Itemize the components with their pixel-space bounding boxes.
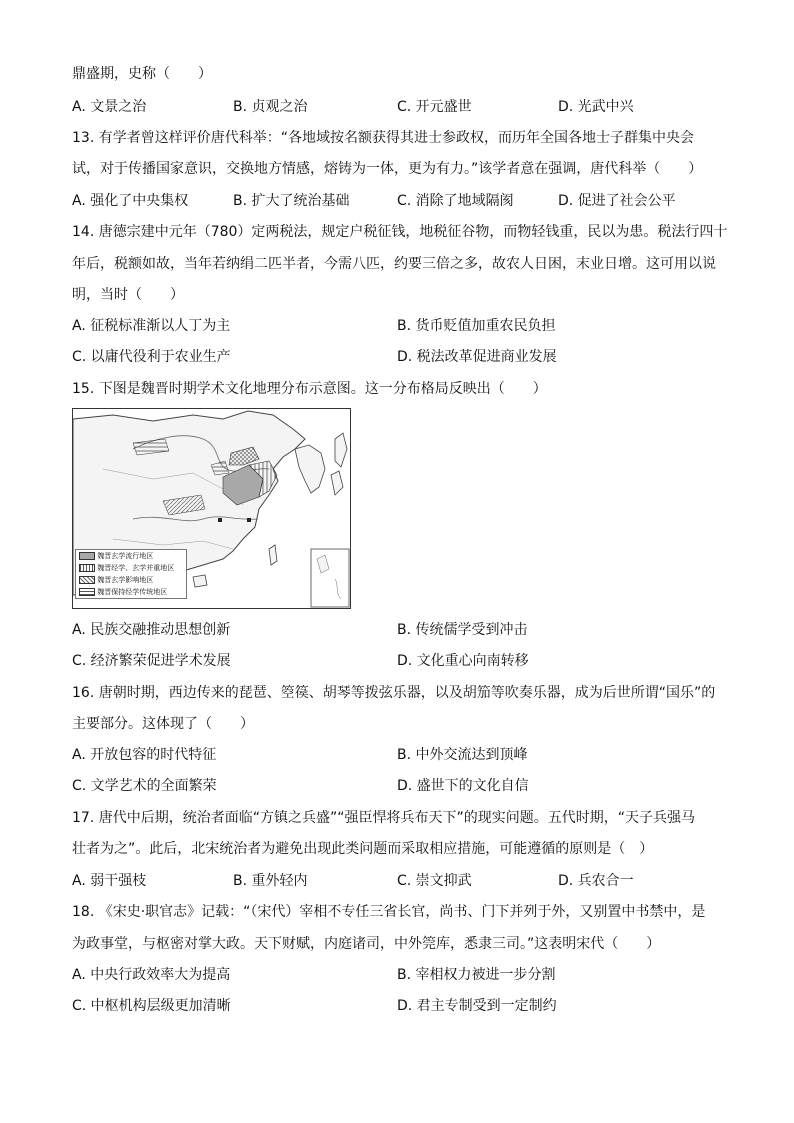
q13-option-a: A. 强化了中央集权 xyxy=(72,193,189,209)
q16-stem-line1: 16. 唐朝时期，西边传来的琵琶、箜篌、胡琴等拨弦乐器，以及胡笳等吹奏乐器，成为后世所谓“国乐”的 xyxy=(72,685,716,701)
q16-stem-line2: 主要部分。这体现了（ ） xyxy=(72,716,254,732)
q17-option-c: C. 崇文抑武 xyxy=(397,873,472,889)
legend-swatch-solid xyxy=(79,552,95,560)
q17-stem-line2: 壮者为之”。此后，北宋统治者为避免出现此类问题而采取相应措施，可能遵循的原则是（ ） xyxy=(72,841,654,857)
q13-option-c: C. 消除了地域隔阂 xyxy=(397,193,514,209)
q12-option-d: D. 光武中兴 xyxy=(558,99,634,115)
q17-stem-line1: 17. 唐代中后期，统治者面临“方镇之兵盛”“强臣悍将兵布天下”的现实问题。五代时期，“天子兵强马 xyxy=(72,810,695,826)
q12-stem-tail: 鼎盛期，史称（ ） xyxy=(72,66,212,82)
q15-stem-line1: 15. 下图是魏晋时期学术文化地理分布示意图。这一分布格局反映出（ ） xyxy=(72,381,547,397)
legend-label: 魏晋玄学流行地区 xyxy=(97,552,154,560)
q14-stem-line1: 14. 唐德宗建中元年（780）定两税法，规定户税征钱，地税征谷物，而物轻钱重，民以为患。税法行四十 xyxy=(72,224,728,240)
legend-label: 魏晋保持经学传统地区 xyxy=(97,588,168,596)
legend-item xyxy=(79,576,183,584)
legend-item xyxy=(79,588,183,596)
q13-stem-line2: 试，对于传播国家意识，交换地方情感，熔铸为一体，更为有力。”该学者意在强调，唐代科举（ ） xyxy=(72,161,703,177)
q16-option-a: A. 开放包容的时代特征 xyxy=(72,747,217,763)
q14-option-c: C. 以庸代役利于农业生产 xyxy=(72,349,231,365)
q16-option-c: C. 文学艺术的全面繁荣 xyxy=(72,778,217,794)
q15-option-a: A. 民族交融推动思想创新 xyxy=(72,622,231,638)
q14-option-b: B. 货币贬值加重农民负担 xyxy=(397,318,556,334)
q14-option-d: D. 税法改革促进商业发展 xyxy=(397,349,557,365)
legend-label: 魏晋经学、玄学并重地区 xyxy=(97,564,175,572)
q14-option-a: A. 征税标准渐以人丁为主 xyxy=(72,318,231,334)
q17-option-a: A. 弱干强枝 xyxy=(72,873,147,889)
q15-option-b: B. 传统儒学受到冲击 xyxy=(397,622,528,638)
q15-option-c: C. 经济繁荣促进学术发展 xyxy=(72,653,231,669)
legend-label: 魏晋玄学影响地区 xyxy=(97,576,154,584)
q13-stem-line1: 13. 有学者曾这样评价唐代科举：“各地域按名额获得其进士参政权，而历年全国各地士子群集中央会 xyxy=(72,130,694,146)
legend-swatch-vertical xyxy=(79,564,95,572)
q16-option-d: D. 盛世下的文化自信 xyxy=(397,778,529,794)
q18-option-d: D. 君主专制受到一定制约 xyxy=(397,998,557,1014)
q18-stem-line1: 18. 《宋史·职官志》记载：“（宋代）宰相不专任三省长官，尚书、门下并列于外，又别置中书禁中，是 xyxy=(72,904,706,920)
legend-swatch-cross xyxy=(79,576,95,584)
q18-option-c: C. 中枢机构层级更加清晰 xyxy=(72,998,231,1014)
q14-stem-line2: 年后，税额如故，当年若纳绢二匹半者，今需八匹，约要三倍之多，故农人日困，末业日增。这可用以说 xyxy=(72,256,716,272)
q12-option-c: C. 开元盛世 xyxy=(397,99,472,115)
q18-option-a: A. 中央行政效率大为提高 xyxy=(72,967,231,983)
legend-swatch-horizontal xyxy=(79,588,95,596)
q12-option-b: B. 贞观之治 xyxy=(233,99,308,115)
map-legend xyxy=(75,549,187,599)
wei-jin-culture-map xyxy=(72,408,351,609)
legend-item xyxy=(79,564,183,572)
q13-option-d: D. 促进了社会公平 xyxy=(558,193,676,209)
q18-stem-line2: 为政事堂，与枢密对掌大政。天下财赋，内庭诸司，中外筦库，悉隶三司。”这表明宋代（ ） xyxy=(72,936,661,952)
q13-option-b: B. 扩大了统治基础 xyxy=(233,193,350,209)
q15-option-d: D. 文化重心向南转移 xyxy=(397,653,529,669)
q12-option-a: A. 文景之治 xyxy=(72,99,147,115)
q16-option-b: B. 中外交流达到顶峰 xyxy=(397,747,528,763)
q14-stem-line3: 明，当时（ ） xyxy=(72,287,184,303)
legend-item xyxy=(79,552,183,560)
q18-option-b: B. 宰相权力被进一步分割 xyxy=(397,967,556,983)
q17-option-d: D. 兵农合一 xyxy=(558,873,634,889)
q17-option-b: B. 重外轻内 xyxy=(233,873,308,889)
